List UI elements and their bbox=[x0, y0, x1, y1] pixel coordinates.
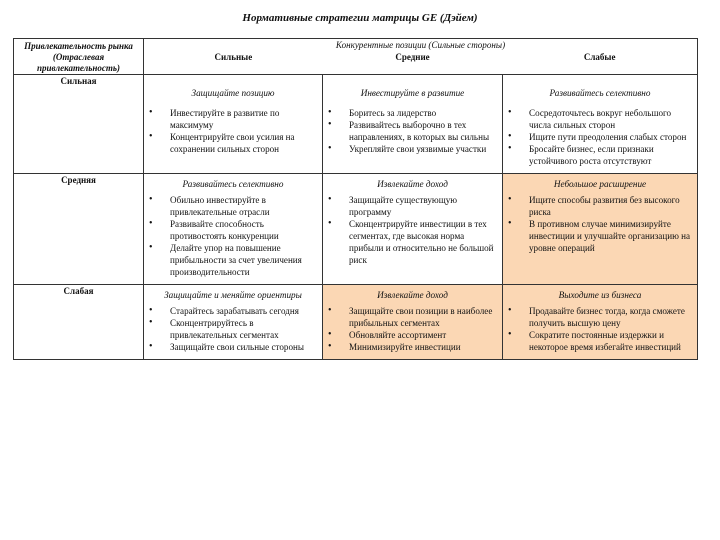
column-header-medium: Средние bbox=[395, 52, 430, 62]
row-label-cell bbox=[14, 174, 144, 285]
bullet-list bbox=[503, 305, 697, 359]
list-item: • Сократите постоянные издержки и некоторое время избегайте инвестиций bbox=[503, 329, 693, 353]
market-attractiveness-label: Привлекательность рынка (Отраслевая привлекательность) bbox=[24, 41, 133, 73]
bullet-list bbox=[144, 305, 322, 359]
list-item: • Развивайтесь выборочно в тех направлениях, в которых вы сильны bbox=[323, 119, 498, 143]
strategy-title: Выходите из бизнеса bbox=[558, 290, 642, 300]
list-item: • Сосредоточьтесь вокруг небольшого числа сильных сторон bbox=[503, 107, 693, 131]
row-label-cell bbox=[14, 75, 144, 174]
list-item: • Концентрируйте свои усилия на сохранении сильных сторон bbox=[144, 131, 318, 155]
column-headers bbox=[144, 51, 697, 63]
row-label-cell bbox=[14, 285, 144, 360]
list-item: • Инвестируйте в развитие по максимуму bbox=[144, 107, 318, 131]
column-header-strong: Сильные bbox=[214, 52, 253, 62]
list-item: • Ищите пути преодоления слабых сторон bbox=[503, 131, 693, 143]
list-item: • В противном случае минимизируйте инвестиции и улучшайте организацию на уровне операций bbox=[503, 218, 693, 254]
list-item: • Продавайте бизнес тогда, когда сможете получить высшую цену bbox=[503, 305, 693, 329]
strategy-cell bbox=[144, 174, 323, 285]
list-item: • Сконцентрируйте инвестиции в тех сегментах, где высокая норма прибыли и относительно не большой риск bbox=[323, 218, 498, 266]
header-row bbox=[14, 39, 698, 75]
strategy-cell bbox=[144, 285, 323, 360]
page-title: Нормативные стратегии матрицы GE (Дэйем) bbox=[242, 12, 478, 24]
strategy-title: Защищайте и меняйте ориентиры bbox=[164, 290, 302, 300]
strategy-cell bbox=[323, 174, 503, 285]
matrix-row-weak bbox=[14, 285, 698, 360]
list-item: • Защищайте свои сильные стороны bbox=[144, 341, 318, 353]
list-item: • Обильно инвестируйте в привлекательные отрасли bbox=[144, 194, 318, 218]
strategy-title: Инвестируйте в развитие bbox=[360, 88, 465, 98]
list-item: • Сконцентрируйтесь в привлекательных сегментах bbox=[144, 317, 318, 341]
strategy-cell bbox=[323, 75, 503, 174]
list-item: • Старайтесь зарабатывать сегодня bbox=[144, 305, 318, 317]
matrix-row-strong bbox=[14, 75, 698, 174]
list-item: • Укрепляйте свои уязвимые участки bbox=[323, 143, 498, 155]
list-item: • Минимизируйте инвестиции bbox=[323, 341, 498, 353]
list-item: • Боритесь за лидерство bbox=[323, 107, 498, 119]
list-item: • Бросайте бизнес, если признаки устойчивого роста отсутствуют bbox=[503, 143, 693, 167]
strategy-cell-highlighted bbox=[503, 174, 698, 285]
matrix-row-medium bbox=[14, 174, 698, 285]
list-item: • Ищите способы развития без высокого риска bbox=[503, 194, 693, 218]
list-item: • Обновляйте ассортимент bbox=[323, 329, 498, 341]
competitive-position-label: Конкурентные позиции (Сильные стороны) bbox=[335, 40, 506, 50]
strategy-title: Развивайтесь селективно bbox=[182, 179, 284, 189]
bullet-list bbox=[323, 194, 502, 272]
list-item: • Защищайте свои позиции в наиболее прибыльных сегментах bbox=[323, 305, 498, 329]
strategy-cell-highlighted bbox=[503, 285, 698, 360]
strategy-title: Защищайте позицию bbox=[191, 88, 275, 98]
bullet-list bbox=[144, 194, 322, 284]
list-item: • Делайте упор на повышение прибыльности за счет увеличения производительности bbox=[144, 242, 318, 278]
corner-cell bbox=[14, 39, 144, 75]
bullet-list bbox=[323, 107, 502, 161]
list-item: • Защищайте существующую программу bbox=[323, 194, 498, 218]
strategy-title: Извлекайте доход bbox=[377, 179, 448, 189]
bullet-list bbox=[144, 107, 322, 161]
bullet-list bbox=[323, 305, 502, 359]
competitive-header-cell bbox=[144, 39, 698, 75]
bullet-list bbox=[503, 194, 697, 260]
row-label-strong: Сильная bbox=[60, 76, 97, 86]
column-header-weak: Слабые bbox=[583, 52, 616, 62]
bullet-list bbox=[503, 107, 697, 173]
row-label-medium: Средняя bbox=[61, 175, 96, 185]
strategy-cell-highlighted bbox=[323, 285, 503, 360]
strategy-title: Извлекайте доход bbox=[377, 290, 448, 300]
strategy-cell bbox=[144, 75, 323, 174]
strategy-title: Небольшое расширение bbox=[553, 179, 647, 189]
strategy-cell bbox=[503, 75, 698, 174]
row-label-weak: Слабая bbox=[63, 286, 94, 296]
list-item: • Развивайте способность противостоять конкуренции bbox=[144, 218, 318, 242]
ge-matrix-table bbox=[13, 38, 698, 360]
strategy-title: Развивайтесь селективно bbox=[549, 88, 651, 98]
